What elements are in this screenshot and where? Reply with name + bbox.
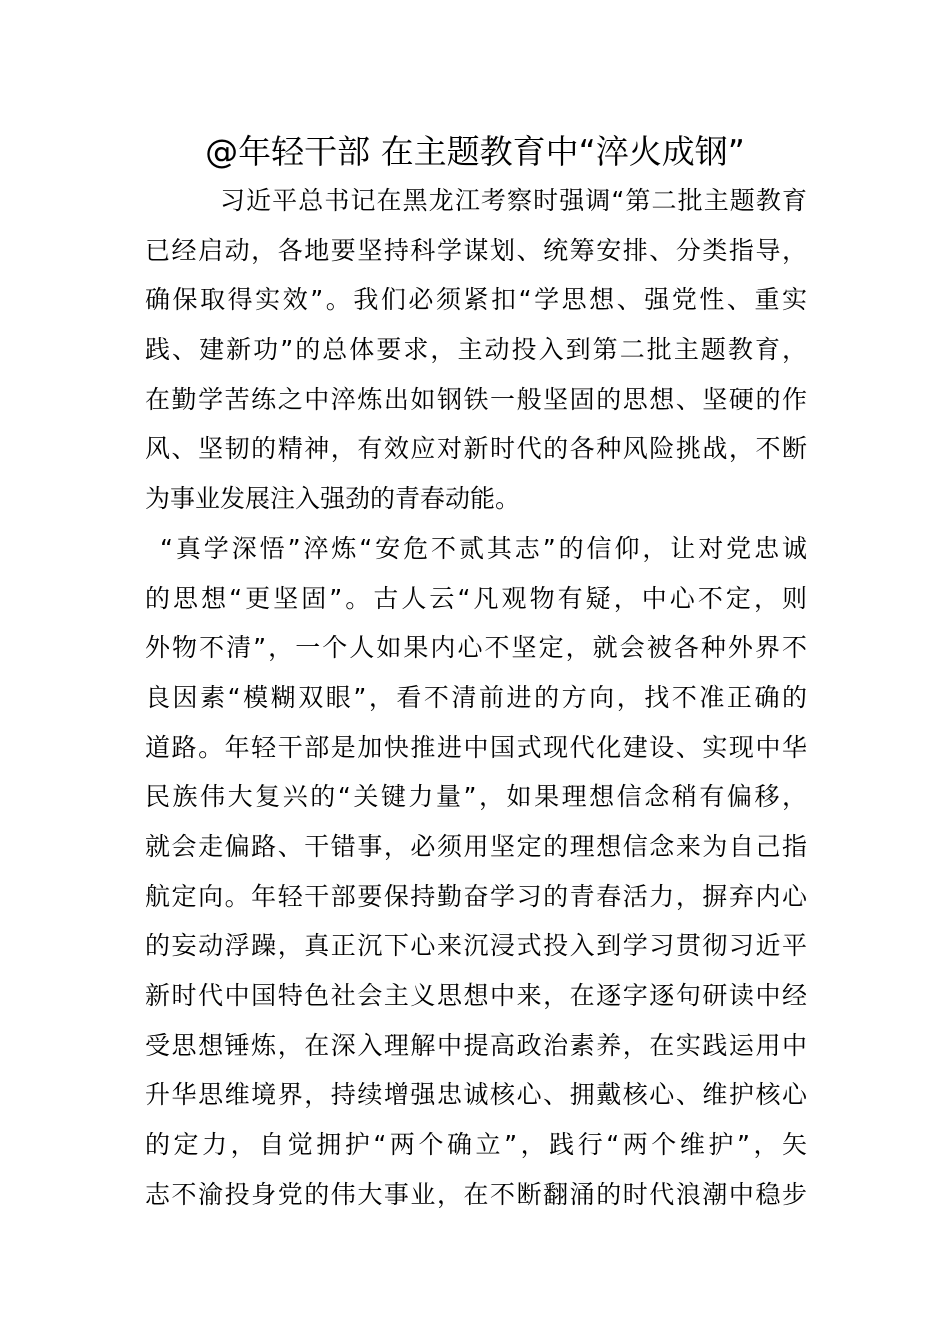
paragraph-line: 道路。年轻干部是加快推进中国式现代化建设、实现中华: [145, 733, 807, 762]
paragraph-line: 的思想“更坚固”。古人云“凡观物有疑，中心不定，则: [145, 584, 807, 613]
paragraph-line: 外物不清”，一个人如果内心不坚定，就会被各种外界不: [145, 633, 807, 662]
paragraph-line: 新时代中国特色社会主义思想中来，在逐字逐句研读中经: [145, 981, 807, 1010]
paragraph-line: 受思想锤炼，在深入理解中提高政治素养，在实践运用中: [145, 1031, 807, 1060]
paragraph-line: 航定向。年轻干部要保持勤奋学习的青春活力，摒弃内心: [145, 882, 807, 911]
paragraph-line: “真学深悟”淬炼“安危不贰其志”的信仰，让对党忠诚: [160, 534, 807, 563]
paragraph-line: 志不渝投身党的伟大事业，在不断翻涌的时代浪潮中稳步: [145, 1180, 807, 1209]
paragraph-line: 践、建新功”的总体要求，主动投入到第二批主题教育，: [145, 335, 807, 364]
paragraph-line: 已经启动，各地要坚持科学谋划、统筹安排、分类指导，: [145, 236, 807, 265]
paragraph-line: 的妄动浮躁，真正沉下心来沉浸式投入到学习贯彻习近平: [145, 931, 807, 960]
paragraph-line: 升华思维境界，持续增强忠诚核心、拥戴核心、维护核心: [145, 1080, 807, 1109]
paragraph-line: 的定力，自觉拥护“两个确立”，践行“两个维护”，矢: [145, 1130, 807, 1159]
paragraph-line: 风、坚韧的精神，有效应对新时代的各种风险挑战，不断: [145, 434, 807, 463]
paragraph-line: 民族伟大复兴的“关键力量”，如果理想信念稍有偏移，: [145, 782, 807, 811]
paragraph-line: 就会走偏路、干错事，必须用坚定的理想信念来为自己指: [145, 832, 807, 861]
paragraph-line: 为事业发展注入强劲的青春动能。: [145, 484, 521, 513]
paragraph-line: 在勤学苦练之中淬炼出如钢铁一般坚固的思想、坚硬的作: [145, 385, 807, 414]
paragraph-line: 确保取得实效”。我们必须紧扣“学思想、强党性、重实: [145, 285, 807, 314]
paragraph-line: 良因素“模糊双眼”，看不清前进的方向，找不准正确的: [145, 683, 807, 712]
paragraph-line: 习近平总书记在黑龙江考察时强调“第二批主题教育: [220, 186, 807, 215]
document-title: @年轻干部 在主题教育中“淬火成钢”: [205, 132, 745, 171]
